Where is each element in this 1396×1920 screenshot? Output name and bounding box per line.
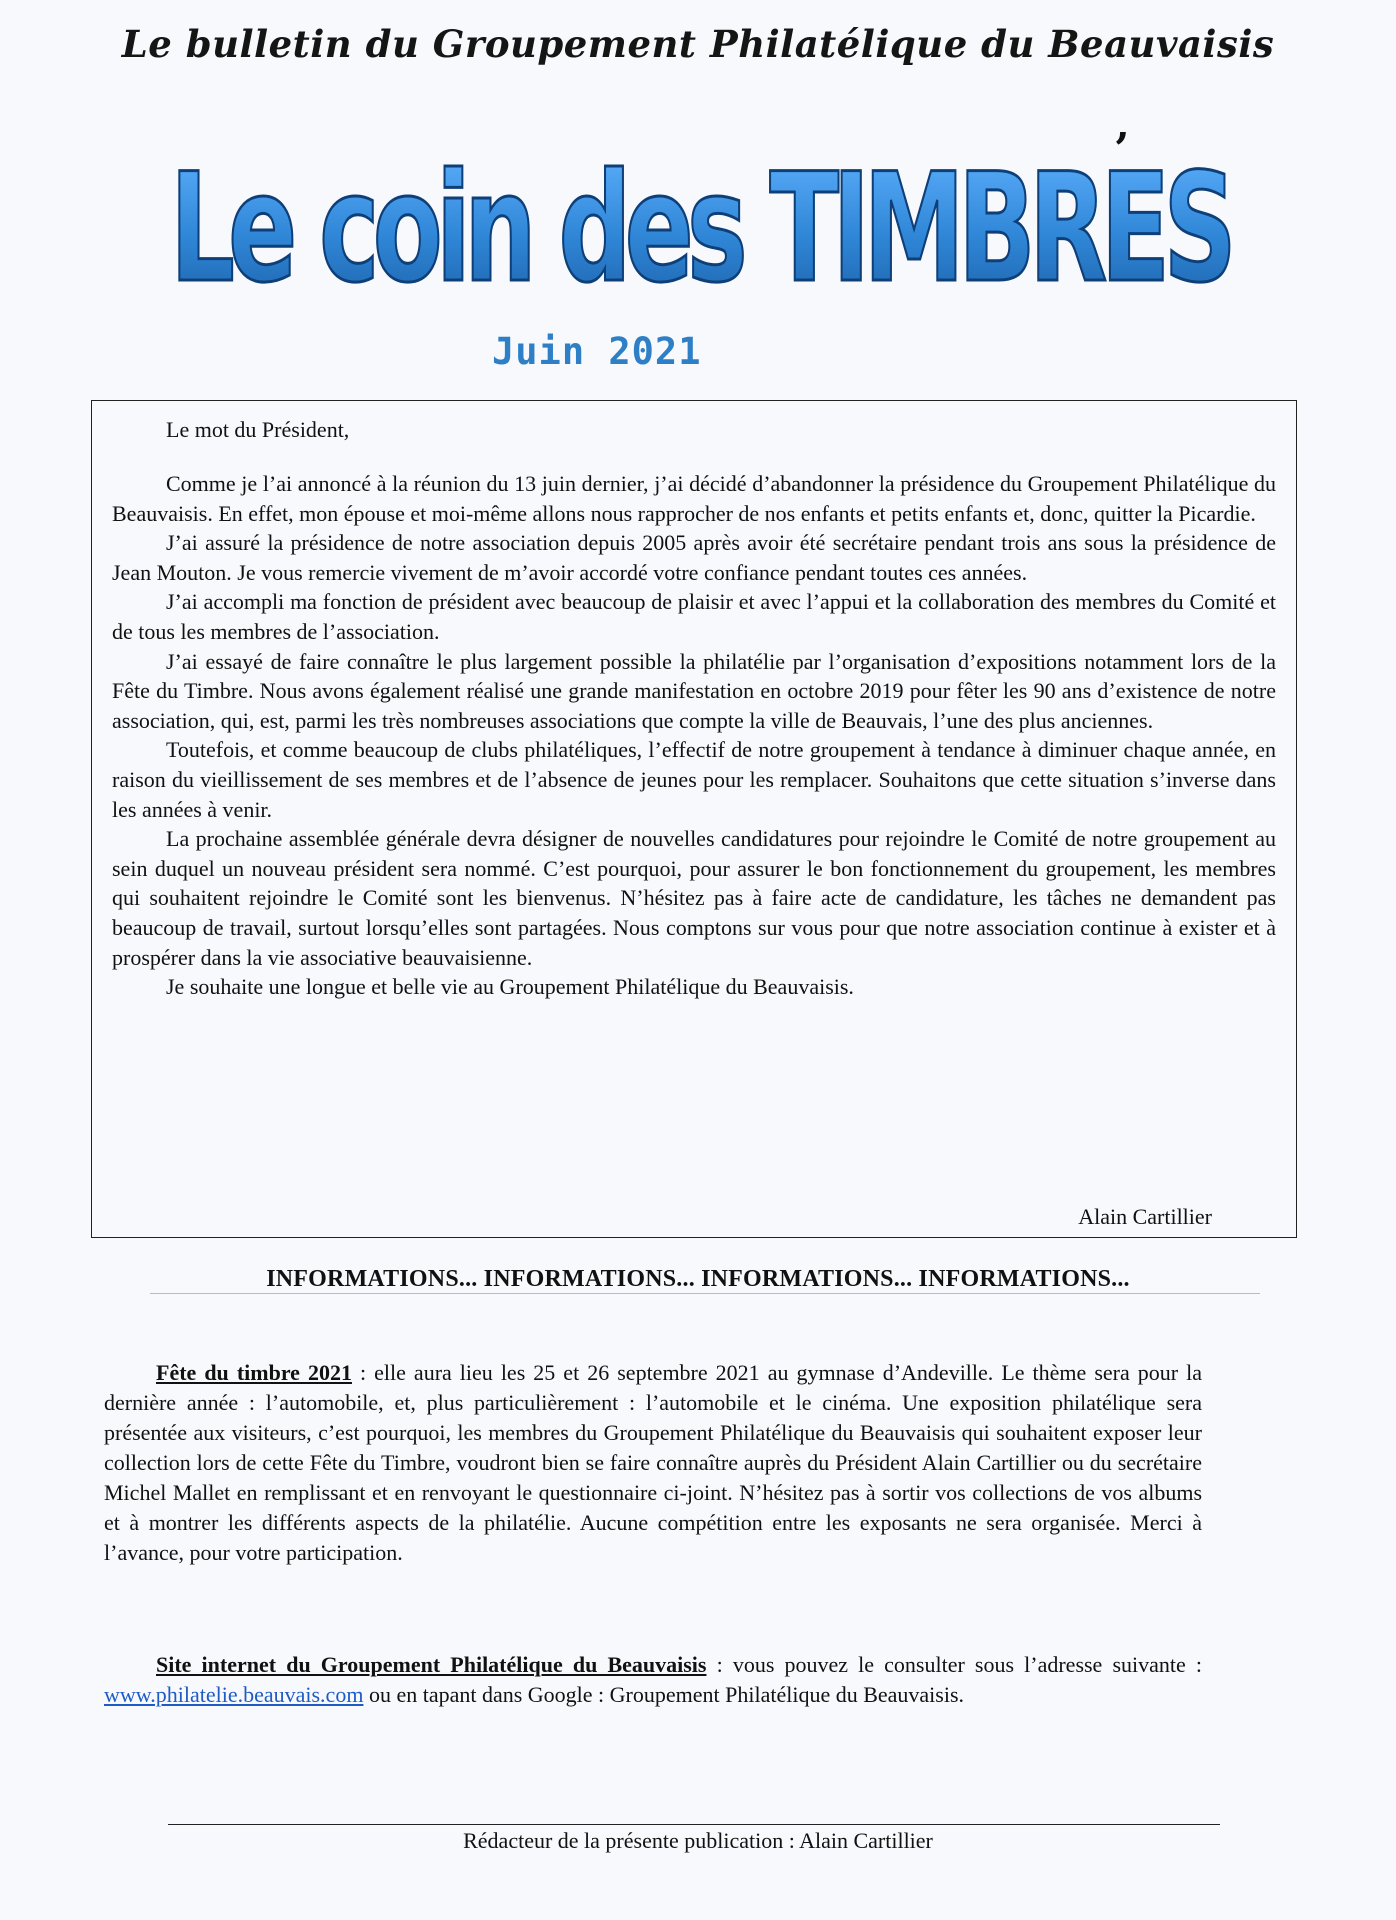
website-link[interactable]: www.philatelie.beauvais.com [104, 1682, 364, 1707]
letter-paragraph: J’ai essayé de faire connaître le plus largement possible la philatélie par l’organisation d’expositions notamment lors de la Fête du Timbre. Nous avons également réalisé une grande manifestation en octobre 2019 pour fêter les 90 ans d’existence de notre association, qui, est, parmi les très nombreuses associations que compte la ville de Beauvais, l’une des plus anciennes. [112, 648, 1276, 733]
letter-signature: Alain Cartillier [1078, 1204, 1212, 1229]
issue-date: Juin 2021 [492, 330, 702, 373]
fete-paragraph [104, 1358, 1202, 1568]
website-text-before: : vous pouvez le consulter sous l’adresse suivante : [706, 1652, 1202, 1677]
letter-salutation: Le mot du Président, [166, 417, 350, 442]
footer-credit: Rédacteur de la présente publication : Alain Cartillier [463, 1828, 933, 1853]
fete-text: : elle aura lieu les 25 et 26 septembre 2021 au gymnase d’Andeville. Le thème sera pour la dernière année : l’automobile, et, plus particulièrement : l’automobile et le cinéma. Une exposition philatélique sera présentée aux visiteurs, c’est pourquoi, les membres du Groupement Philatélique du Beauvaisis qui souhaitent exposer leur collection lors de cette Fête du Timbre, voudront bien se faire connaître auprès du Président Alain Cartillier ou du secrétaire Michel Mallet en remplissant et en renvoyant le questionnaire ci-joint. N’hésitez pas à sortir vos collections de vos albums et à montrer les différents aspects de la philatélie. Aucune compétition entre les exposants ne sera organisée. Merci à l’avance, pour votre participation. [104, 1360, 1202, 1565]
informations-divider [150, 1293, 1260, 1294]
informations-banner: INFORMATIONS... INFORMATIONS... INFORMATIONS... INFORMATIONS... [266, 1266, 1130, 1292]
newsletter-logo [160, 130, 1240, 320]
logo-comma: ’ [1114, 124, 1130, 175]
website-paragraph [104, 1650, 1202, 1710]
letter-paragraph: La prochaine assemblée générale devra désigner de nouvelles candidatures pour rejoindre le Comité de notre groupement au sein duquel un nouveau président sera nommé. C’est pourquoi, pour assurer le bon fonctionnement du groupement, les membres qui souhaitent rejoindre le Comité sont les bienvenus. N’hésitez pas à faire acte de candidature, les tâches ne demandent pas beaucoup de travail, surtout lorsqu’elles sont partagées. Nous comptons sur vous pour que notre association continue à exister et à prospérer dans la vie associative beauvaisienne. [112, 826, 1276, 970]
letter-body [112, 469, 1276, 1002]
letter-paragraph: Je souhaite une longue et belle vie au Groupement Philatélique du Beauvaisis. [166, 974, 854, 1000]
website-heading: Site internet du Groupement Philatélique du Beauvaisis [156, 1652, 707, 1677]
website-section [104, 1650, 1202, 1710]
letter-paragraph: J’ai assuré la présidence de notre association depuis 2005 après avoir été secrétaire pendant trois ans sous la présidence de Jean Mouton. Je vous remercie vivement de m’avoir accordé votre confiance pendant toutes ces années. [112, 530, 1276, 585]
bulletin-title: Le bulletin du Groupement Philatélique du Beauvaisis [121, 22, 1275, 66]
fete-heading: Fête du timbre 2021 [156, 1360, 352, 1385]
fete-du-timbre-section [104, 1358, 1202, 1568]
logo-text: Le coin des TIMBRES [170, 142, 1230, 316]
letter-paragraph: Toutefois, et comme beaucoup de clubs philatéliques, l’effectif de notre groupement à tendance à diminuer chaque année, en raison du vieillissement de ses membres et de l’absence de jeunes pour les remplacer. Souhaitons que cette situation s’inverse dans les années à venir. [112, 737, 1276, 822]
letter-paragraph: J’ai accompli ma fonction de président avec beaucoup de plaisir et avec l’appui et la collaboration des membres du Comité et de tous les membres de l’association. [112, 589, 1276, 644]
president-letter-box [91, 400, 1297, 1238]
newsletter-logo-art [160, 130, 1240, 320]
website-text-after: ou en tapant dans Google : Groupement Philatélique du Beauvaisis. [363, 1682, 965, 1707]
letter-paragraph: Comme je l’ai annoncé à la réunion du 13 juin dernier, j’ai décidé d’abandonner la présidence du Groupement Philatélique du Beauvaisis. En effet, mon épouse et moi-même allons nous rapprocher de nos enfants et petits enfants et, donc, quitter la Picardie. [112, 471, 1276, 526]
